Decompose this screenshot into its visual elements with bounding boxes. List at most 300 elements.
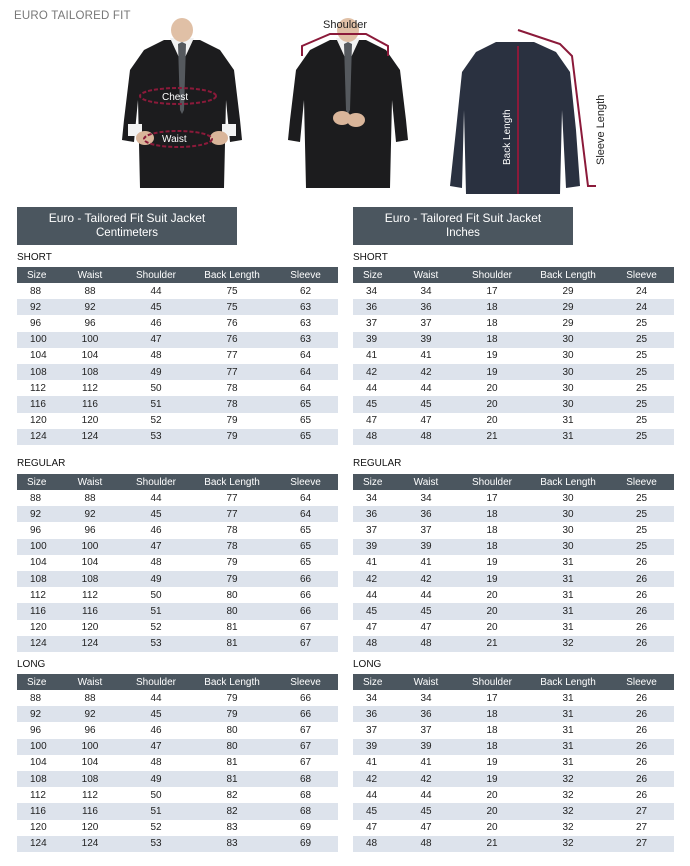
- waist-cell: 124: [59, 636, 121, 652]
- shoulder-cell: 47: [121, 539, 191, 555]
- shoulder-cell: 19: [457, 771, 527, 787]
- sleeve-cell: 68: [299, 789, 312, 801]
- back-length-cell: 32: [527, 836, 609, 852]
- size-cell: 112: [30, 382, 46, 394]
- size-cell: 124: [17, 636, 59, 652]
- size-cell: 47: [366, 415, 378, 427]
- sleeve-cell: 63: [299, 317, 312, 329]
- sleeve-cell: 64: [273, 506, 338, 522]
- shoulder-cell: 18: [486, 524, 498, 536]
- size-cell: 39: [353, 739, 395, 755]
- sleeve-cell: 25: [609, 506, 674, 522]
- waist-cell: 45: [395, 396, 457, 412]
- sleeve-cell: 25: [635, 317, 648, 329]
- back-length-cell: 81: [191, 636, 273, 652]
- table-row: [353, 836, 674, 852]
- table-row: [17, 690, 338, 706]
- sleeve-cell: 65: [299, 557, 312, 569]
- back-length-cell: 31: [527, 706, 609, 722]
- table-row: [353, 636, 674, 652]
- size-cell: 45: [353, 396, 395, 412]
- waist-cell: 39: [395, 739, 457, 755]
- table-header-row: [353, 674, 674, 690]
- shoulder-cell: 18: [486, 317, 498, 329]
- in-short-size-table: [353, 267, 674, 445]
- table-row: [353, 603, 674, 619]
- size-cell: 100: [17, 539, 59, 555]
- table-row: [353, 364, 674, 380]
- cm-table-unit: Centimeters: [96, 227, 158, 239]
- waist-cell: 47: [420, 822, 432, 834]
- shoulder-cell: 50: [150, 382, 162, 394]
- size-cell: 41: [366, 350, 378, 362]
- table-row: [353, 396, 674, 412]
- back-length-cell: 79: [226, 415, 238, 427]
- table-row: [17, 555, 338, 571]
- chest-label: Chest: [162, 92, 189, 103]
- sleeve-cell: 66: [273, 571, 338, 587]
- cm-short-size-table: [17, 267, 338, 445]
- waist-cell: 88: [84, 285, 96, 297]
- column-header-back-length: Back Length: [527, 674, 609, 690]
- column-header-back-length: Back Length: [191, 674, 273, 690]
- shoulder-cell: 48: [150, 350, 162, 362]
- table-row: [353, 755, 674, 771]
- table-row: [17, 636, 338, 652]
- waist-cell: 124: [59, 836, 121, 852]
- column-header-sleeve: Sleeve: [273, 674, 338, 690]
- waist-cell: 104: [81, 757, 99, 769]
- size-cell: 104: [30, 757, 47, 769]
- shoulder-cell: 44: [150, 492, 162, 504]
- shoulder-cell: 49: [121, 771, 191, 787]
- waist-cell: 120: [81, 415, 99, 427]
- sleeve-cell: 26: [609, 603, 674, 619]
- size-cell: 88: [30, 492, 42, 504]
- waist-cell: 104: [81, 557, 99, 569]
- waist-cell: 120: [81, 622, 99, 634]
- size-cell: 124: [17, 429, 59, 445]
- sleeve-cell: 26: [635, 692, 648, 704]
- table-row: [17, 803, 338, 819]
- cm-table-header: [17, 207, 237, 245]
- waist-cell: 39: [395, 332, 457, 348]
- size-cell: 88: [30, 692, 42, 704]
- sleeve-cell: 25: [635, 382, 648, 394]
- table-row: [17, 787, 338, 803]
- column-header-sleeve: Sleeve: [273, 267, 338, 283]
- table-row: [353, 571, 674, 587]
- waist-cell: 41: [420, 350, 432, 362]
- sleeve-cell: 25: [635, 350, 648, 362]
- back-length-cell: 31: [527, 739, 609, 755]
- table-row: [17, 396, 338, 412]
- shoulder-cell: 48: [150, 757, 162, 769]
- in-section-label: LONG: [353, 659, 382, 670]
- waist-cell: 108: [59, 771, 121, 787]
- cm-long-size-table: [17, 674, 338, 852]
- size-cell: 34: [366, 692, 378, 704]
- back-length-cell: 77: [191, 364, 273, 380]
- waist-cell: 92: [59, 506, 121, 522]
- sleeve-cell: 25: [609, 539, 674, 555]
- table-row: [353, 555, 674, 571]
- back-length-cell: 75: [226, 285, 238, 297]
- back-length-cell: 79: [191, 429, 273, 445]
- column-header-waist: Waist: [59, 474, 121, 490]
- back-length-cell: 32: [562, 822, 574, 834]
- table-row: [17, 490, 338, 506]
- in-regular-size-table: [353, 474, 674, 652]
- size-cell: 124: [17, 836, 59, 852]
- back-length-cell: 30: [527, 364, 609, 380]
- table-row: [17, 739, 338, 755]
- shoulder-cell: 20: [457, 803, 527, 819]
- size-cell: 120: [30, 622, 47, 634]
- shoulder-cell: 20: [486, 589, 498, 601]
- sleeve-cell: 26: [609, 739, 674, 755]
- back-length-cell: 76: [226, 317, 238, 329]
- sleeve-cell: 27: [609, 836, 674, 852]
- in-table-title: Euro - Tailored Fit Suit Jacket: [384, 211, 542, 225]
- waist-cell: 112: [82, 789, 98, 801]
- sleeve-cell: 26: [635, 757, 648, 769]
- back-length-cell: 80: [191, 603, 273, 619]
- waist-cell: 100: [59, 539, 121, 555]
- table-row: [17, 771, 338, 787]
- column-header-shoulder: Shoulder: [121, 267, 191, 283]
- cm-section-label: SHORT: [17, 252, 52, 263]
- shoulder-cell: 17: [486, 285, 498, 297]
- table-row: [353, 429, 674, 445]
- shoulder-cell: 20: [486, 415, 498, 427]
- table-row: [17, 706, 338, 722]
- back-length-cell: 75: [191, 299, 273, 315]
- back-length-cell: 81: [191, 771, 273, 787]
- size-cell: 37: [366, 524, 378, 536]
- waist-cell: 120: [81, 822, 99, 834]
- sleeve-cell: 64: [299, 382, 312, 394]
- back-length-cell: 79: [191, 706, 273, 722]
- sleeve-cell: 67: [299, 622, 312, 634]
- waist-cell: 41: [420, 557, 432, 569]
- table-row: [17, 332, 338, 348]
- table-row: [353, 739, 674, 755]
- waist-cell: 42: [395, 771, 457, 787]
- waist-cell: 96: [84, 524, 96, 536]
- shoulder-cell: 18: [457, 299, 527, 315]
- shoulder-cell: 18: [457, 706, 527, 722]
- table-row: [17, 836, 338, 852]
- back-length-cell: 83: [191, 836, 273, 852]
- waist-cell: 34: [420, 285, 432, 297]
- size-cell: 41: [366, 557, 378, 569]
- table-header-row: [353, 474, 674, 490]
- column-header-sleeve: Sleeve: [609, 474, 674, 490]
- column-header-shoulder: Shoulder: [121, 674, 191, 690]
- in-table-unit: Inches: [446, 227, 480, 239]
- back-length-cell: 31: [562, 692, 574, 704]
- sleeve-cell: 66: [299, 692, 312, 704]
- table-row: [17, 755, 338, 771]
- waist-cell: 37: [420, 524, 432, 536]
- column-header-shoulder: Shoulder: [121, 474, 191, 490]
- column-header-sleeve: Sleeve: [609, 267, 674, 283]
- size-cell: 92: [17, 299, 59, 315]
- back-length-cell: 31: [562, 415, 574, 427]
- jacket-front-chest-waist-illustration: [112, 0, 252, 195]
- in-long-size-table: [353, 674, 674, 852]
- sleeve-cell: 24: [609, 299, 674, 315]
- table-row: [353, 722, 674, 738]
- shoulder-cell: 21: [457, 836, 527, 852]
- back-length-cell: 81: [226, 622, 238, 634]
- size-cell: 39: [353, 539, 395, 555]
- sleeve-cell: 69: [299, 822, 312, 834]
- column-header-back-length: Back Length: [191, 267, 273, 283]
- shoulder-cell: 46: [150, 524, 162, 536]
- size-cell: 42: [353, 771, 395, 787]
- waist-cell: 37: [420, 317, 432, 329]
- column-header-sleeve: Sleeve: [609, 674, 674, 690]
- shoulder-cell: 20: [457, 603, 527, 619]
- size-cell: 48: [353, 429, 395, 445]
- back-length-cell: 30: [562, 524, 574, 536]
- back-length-cell: 79: [191, 571, 273, 587]
- waist-cell: 104: [81, 350, 99, 362]
- back-length-cell: 32: [527, 803, 609, 819]
- size-cell: 45: [353, 603, 395, 619]
- back-length-cell: 78: [191, 539, 273, 555]
- shoulder-cell: 20: [457, 396, 527, 412]
- sleeve-cell: 26: [635, 724, 648, 736]
- waist-cell: 48: [395, 429, 457, 445]
- table-row: [353, 522, 674, 538]
- page-title: EURO TAILORED FIT: [14, 10, 131, 22]
- waist-cell: 88: [84, 692, 96, 704]
- sleeve-cell: 27: [609, 803, 674, 819]
- waist-cell: 92: [59, 299, 121, 315]
- sleeve-cell: 26: [635, 789, 648, 801]
- shoulder-cell: 19: [486, 557, 498, 569]
- table-row: [353, 539, 674, 555]
- sleeve-cell: 67: [273, 636, 338, 652]
- sleeve-cell: 69: [273, 836, 338, 852]
- column-header-shoulder: Shoulder: [457, 474, 527, 490]
- back-length-cell: 31: [562, 622, 574, 634]
- table-row: [353, 506, 674, 522]
- in-section-label: SHORT: [353, 252, 388, 263]
- table-row: [353, 299, 674, 315]
- sleeve-cell: 26: [609, 771, 674, 787]
- back-length-cell: 77: [226, 492, 238, 504]
- back-length-cell: 81: [226, 757, 238, 769]
- waist-cell: 48: [395, 836, 457, 852]
- waist-cell: 37: [420, 724, 432, 736]
- sleeve-cell: 64: [273, 364, 338, 380]
- waist-cell: 116: [59, 603, 121, 619]
- back-length-cell: 29: [527, 299, 609, 315]
- sleeve-cell: 65: [299, 524, 312, 536]
- table-row: [17, 722, 338, 738]
- shoulder-cell: 44: [150, 285, 162, 297]
- shoulder-cell: 21: [457, 429, 527, 445]
- waist-cell: 112: [82, 589, 98, 601]
- table-row: [353, 803, 674, 819]
- size-cell: 42: [353, 571, 395, 587]
- sleeve-cell: 62: [299, 285, 312, 297]
- back-length-cell: 31: [562, 557, 574, 569]
- size-cell: 92: [17, 706, 59, 722]
- in-section-label: REGULAR: [353, 458, 402, 469]
- waist-cell: 48: [395, 636, 457, 652]
- sleeve-cell: 64: [299, 492, 312, 504]
- sleeve-cell: 66: [273, 603, 338, 619]
- cm-section-label: LONG: [17, 659, 46, 670]
- column-header-size: Size: [353, 267, 395, 283]
- back-length-cell: 31: [562, 589, 574, 601]
- jacket-front-shoulder-illustration: [278, 0, 418, 195]
- sleeve-cell: 26: [635, 622, 648, 634]
- sleeve-cell: 67: [299, 724, 312, 736]
- back-length-cell: 82: [226, 789, 238, 801]
- shoulder-cell: 53: [121, 836, 191, 852]
- column-header-size: Size: [17, 267, 59, 283]
- size-cell: 48: [353, 836, 395, 852]
- table-row: [353, 283, 674, 299]
- sleeve-cell: 25: [635, 415, 648, 427]
- shoulder-cell: 17: [486, 492, 498, 504]
- back-length-cell: 30: [527, 539, 609, 555]
- in-table-header: [353, 207, 573, 245]
- back-length-cell: 77: [191, 506, 273, 522]
- waist-cell: 108: [59, 364, 121, 380]
- table-row: [353, 690, 674, 706]
- waist-label: Waist: [162, 134, 187, 145]
- sleeve-cell: 66: [273, 706, 338, 722]
- sleeve-cell: 25: [635, 524, 648, 536]
- column-header-waist: Waist: [395, 674, 457, 690]
- table-row: [353, 787, 674, 803]
- shoulder-cell: 18: [457, 506, 527, 522]
- table-row: [353, 413, 674, 429]
- back-length-cell: 32: [527, 636, 609, 652]
- shoulder-cell: 46: [150, 317, 162, 329]
- back-length-cell: 31: [562, 724, 574, 736]
- sleeve-cell: 25: [609, 364, 674, 380]
- jacket-back-illustration: [448, 0, 618, 195]
- sleeve-cell: 65: [273, 396, 338, 412]
- waist-cell: 47: [420, 415, 432, 427]
- waist-cell: 96: [84, 724, 96, 736]
- back-length-cell: 30: [562, 492, 574, 504]
- back-length-cell: 80: [226, 724, 238, 736]
- shoulder-cell: 18: [457, 332, 527, 348]
- table-row: [353, 348, 674, 364]
- shoulder-cell: 19: [486, 757, 498, 769]
- back-length-cell: 31: [527, 429, 609, 445]
- table-row: [353, 587, 674, 603]
- sleeve-cell: 27: [635, 822, 648, 834]
- shoulder-cell: 50: [150, 789, 162, 801]
- table-row: [17, 539, 338, 555]
- back-length-cell: 83: [226, 822, 238, 834]
- cm-section-label: REGULAR: [17, 458, 66, 469]
- shoulder-cell: 52: [150, 622, 162, 634]
- waist-cell: 116: [59, 803, 121, 819]
- size-cell: 42: [353, 364, 395, 380]
- waist-cell: 88: [84, 492, 96, 504]
- sleeve-cell: 26: [609, 706, 674, 722]
- size-cell: 47: [366, 622, 378, 634]
- sleeve-cell: 63: [273, 299, 338, 315]
- back-length-cell: 29: [562, 317, 574, 329]
- back-length-cell: 31: [527, 603, 609, 619]
- waist-cell: 39: [395, 539, 457, 555]
- cm-regular-size-table: [17, 474, 338, 652]
- size-cell: 104: [30, 557, 47, 569]
- sleeve-cell: 25: [635, 492, 648, 504]
- shoulder-cell: 47: [121, 739, 191, 755]
- shoulder-cell: 18: [457, 539, 527, 555]
- size-cell: 108: [17, 771, 59, 787]
- sleeve-cell: 66: [299, 589, 312, 601]
- shoulder-cell: 45: [121, 506, 191, 522]
- size-cell: 100: [17, 332, 59, 348]
- table-row: [17, 380, 338, 396]
- size-cell: 34: [366, 285, 378, 297]
- shoulder-cell: 20: [486, 382, 498, 394]
- table-row: [17, 571, 338, 587]
- shoulder-cell: 47: [121, 332, 191, 348]
- table-header-row: [17, 474, 338, 490]
- size-cell: 44: [366, 589, 378, 601]
- shoulder-cell: 51: [121, 396, 191, 412]
- sleeve-cell: 26: [609, 636, 674, 652]
- shoulder-cell: 48: [150, 557, 162, 569]
- table-row: [353, 771, 674, 787]
- size-cell: 45: [353, 803, 395, 819]
- table-row: [17, 587, 338, 603]
- sleeve-cell: 64: [299, 350, 312, 362]
- table-row: [353, 315, 674, 331]
- size-cell: 120: [30, 415, 47, 427]
- size-cell: 120: [30, 822, 47, 834]
- table-row: [17, 299, 338, 315]
- sleeve-cell: 65: [273, 539, 338, 555]
- size-cell: 96: [30, 524, 42, 536]
- size-cell: 108: [17, 364, 59, 380]
- waist-cell: 112: [82, 382, 98, 394]
- back-length-cell: 78: [226, 524, 238, 536]
- sleeve-cell: 68: [273, 771, 338, 787]
- shoulder-cell: 19: [457, 571, 527, 587]
- shoulder-cell: 50: [150, 589, 162, 601]
- table-row: [17, 522, 338, 538]
- size-cell: 100: [17, 739, 59, 755]
- column-header-waist: Waist: [59, 267, 121, 283]
- back-length-label: Back Length: [502, 109, 513, 165]
- shoulder-cell: 44: [150, 692, 162, 704]
- shoulder-cell: 20: [486, 622, 498, 634]
- column-header-sleeve: Sleeve: [273, 474, 338, 490]
- size-cell: 36: [353, 506, 395, 522]
- waist-cell: 124: [59, 429, 121, 445]
- table-row: [353, 820, 674, 836]
- shoulder-cell: 53: [121, 636, 191, 652]
- sleeve-cell: 63: [273, 332, 338, 348]
- size-cell: 34: [366, 492, 378, 504]
